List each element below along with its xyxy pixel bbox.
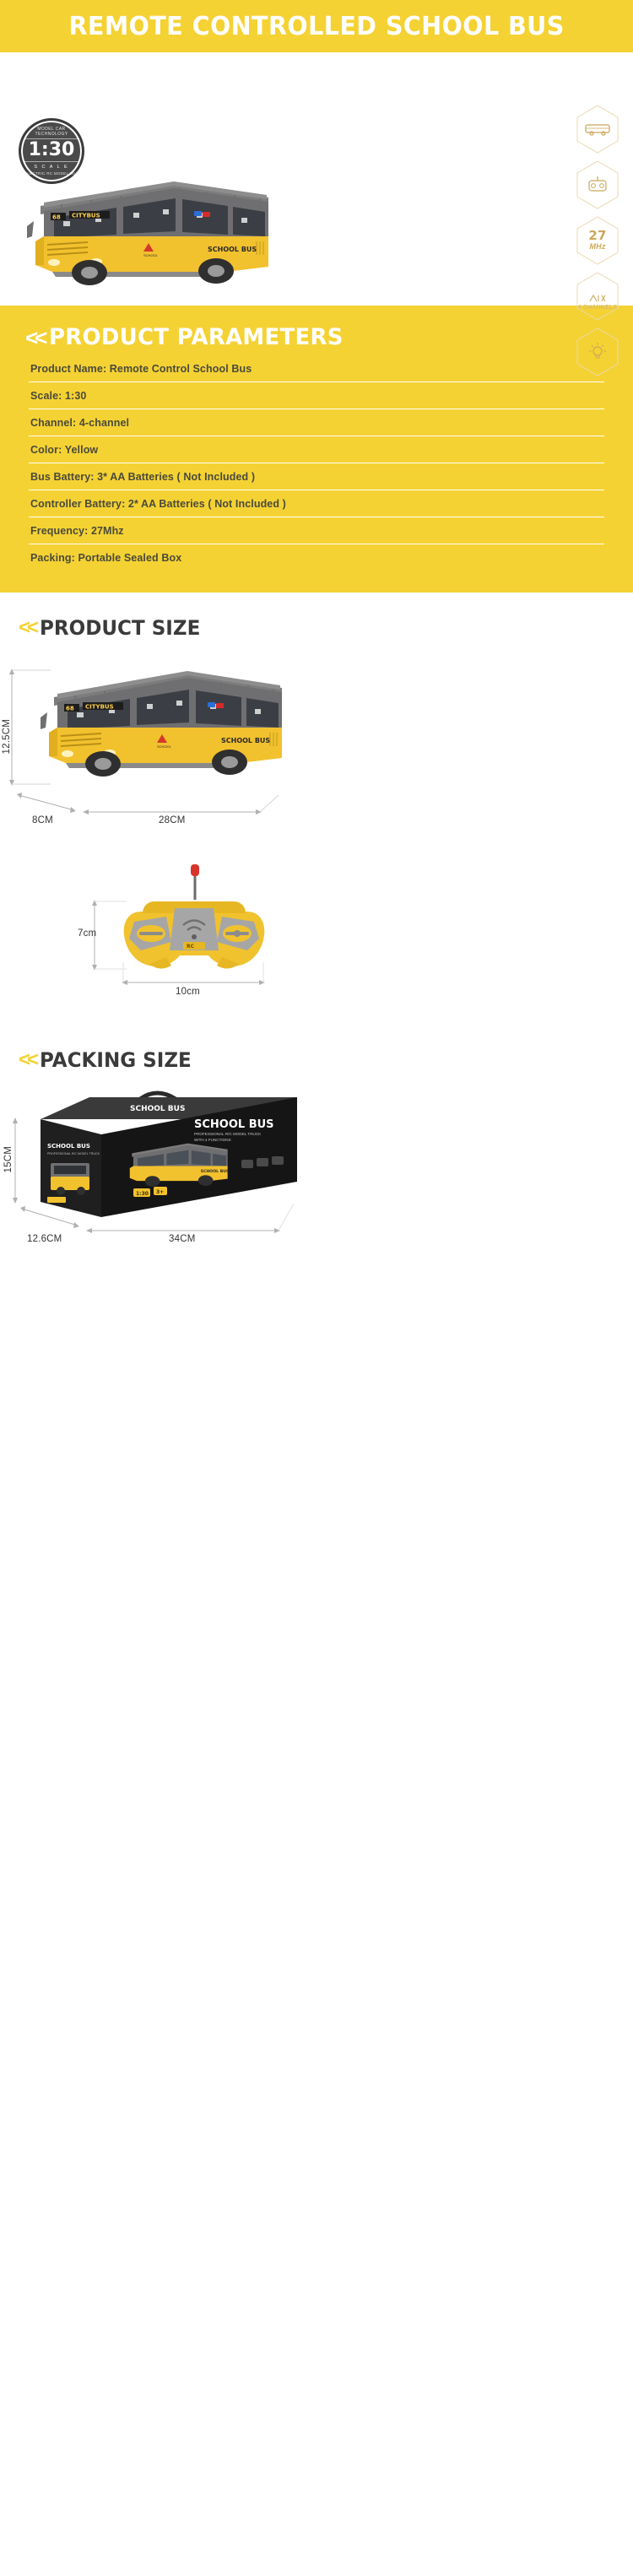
param-row: Channel: 4-channel xyxy=(29,409,604,436)
svg-text:SCHOOL BUS: SCHOOL BUS xyxy=(194,1118,274,1131)
svg-text:CITYBUS: CITYBUS xyxy=(72,212,100,219)
packing-size-diagram xyxy=(0,1077,633,1263)
feature-icon-rail xyxy=(574,105,621,376)
light-bulb-icon xyxy=(576,327,619,376)
hero-bus-image xyxy=(15,160,290,287)
svg-text:SCHOOL BUS: SCHOOL BUS xyxy=(200,1170,230,1175)
parameters-list xyxy=(29,355,604,571)
svg-text:SCHOOL BUS: SCHOOL BUS xyxy=(130,1105,186,1113)
scale-badge-sub: S C A L E xyxy=(34,165,69,170)
parameters-heading-text: PRODUCT PARAMETERS xyxy=(49,324,344,350)
packing-length-label: 34CM xyxy=(169,1234,196,1244)
chevron-left-icon: << xyxy=(19,1048,36,1071)
svg-text:68: 68 xyxy=(66,705,74,712)
param-row: Frequency: 27Mhz xyxy=(29,517,604,544)
chevron-left-icon: << xyxy=(19,616,36,639)
scale-badge-bottom-text: ELECTRIC RC MODEL BUS xyxy=(24,171,78,176)
product-size-diagram xyxy=(0,645,633,856)
bus-icon xyxy=(576,105,619,154)
packing-height-label: 15CM xyxy=(3,1146,14,1173)
svg-text:PROFESSIONAL R/C MODEL TRUCK: PROFESSIONAL R/C MODEL TRUCK xyxy=(194,1132,262,1136)
packing-size-heading-text: PACKING SIZE xyxy=(40,1048,192,1072)
param-row: Packing: Portable Sealed Box xyxy=(30,552,182,564)
remote-controller-icon xyxy=(576,160,619,209)
svg-text:SCHOOL BUS: SCHOOL BUS xyxy=(47,1143,90,1150)
product-size-heading xyxy=(0,593,633,645)
svg-text:PROFESSIONAL R/C MODEL TRUCK: PROFESSIONAL R/C MODEL TRUCK xyxy=(47,1152,100,1155)
svg-text:SCHOOL BUS: SCHOOL BUS xyxy=(221,737,271,744)
svg-text:RC: RC xyxy=(187,944,195,950)
svg-text:CITYBUS: CITYBUS xyxy=(85,703,114,711)
scale-badge-top-text: MODEL CAR TECHNOLOGY xyxy=(35,127,68,137)
page-title: REMOTE CONTROLLED SCHOOL BUS xyxy=(68,11,565,41)
svg-text:68: 68 xyxy=(52,214,61,221)
product-size-guides xyxy=(0,645,633,856)
remote-width-label: 10cm xyxy=(176,987,200,997)
param-row: Bus Battery: 3* AA Batteries ( Not Included ) xyxy=(29,463,604,490)
scale-badge-ratio: 1:30 xyxy=(24,138,80,162)
parameters-heading xyxy=(0,324,633,350)
product-size-heading-text: PRODUCT SIZE xyxy=(40,616,201,640)
packing-size-heading xyxy=(0,1025,633,1077)
frequency-icon xyxy=(576,216,619,265)
svg-text:SCHOOL BUS: SCHOOL BUS xyxy=(208,246,257,253)
header-banner xyxy=(0,0,633,52)
packing-size-guides xyxy=(0,1077,633,1263)
bus-width-label: 8CM xyxy=(32,815,53,825)
channels-label: 4 CHANNELS xyxy=(577,304,618,311)
remote-size-guides xyxy=(0,856,633,1025)
svg-text:WITH 4 FUNCTIONS: WITH 4 FUNCTIONS xyxy=(194,1138,231,1142)
product-detail-page xyxy=(0,0,633,1263)
bus-height-label: 12.5CM xyxy=(2,719,12,755)
param-row: Color: Yellow xyxy=(29,436,604,463)
frequency-unit: MHz xyxy=(589,242,606,252)
svg-text:1:30: 1:30 xyxy=(136,1191,149,1197)
frequency-value: 27 xyxy=(588,228,607,244)
remote-size-diagram xyxy=(0,856,633,1025)
bus-length-label: 28CM xyxy=(159,815,186,825)
svg-text:SCHOOL: SCHOOL xyxy=(157,744,171,749)
param-row: Scale: 1:30 xyxy=(29,382,604,409)
chevron-left-icon: << xyxy=(25,324,45,350)
remote-height-label: 7cm xyxy=(78,928,97,939)
param-row: Product Name: Remote Control School Bus xyxy=(29,355,604,382)
packing-depth-label: 12.6CM xyxy=(27,1234,62,1244)
svg-text:SCHOOL: SCHOOL xyxy=(143,253,158,257)
svg-text:3+: 3+ xyxy=(156,1189,165,1195)
hero-section xyxy=(0,52,633,311)
channels-icon xyxy=(576,272,619,321)
param-row: Controller Battery: 2* AA Batteries ( Not Included ) xyxy=(29,490,604,517)
product-parameters-section xyxy=(0,306,633,593)
